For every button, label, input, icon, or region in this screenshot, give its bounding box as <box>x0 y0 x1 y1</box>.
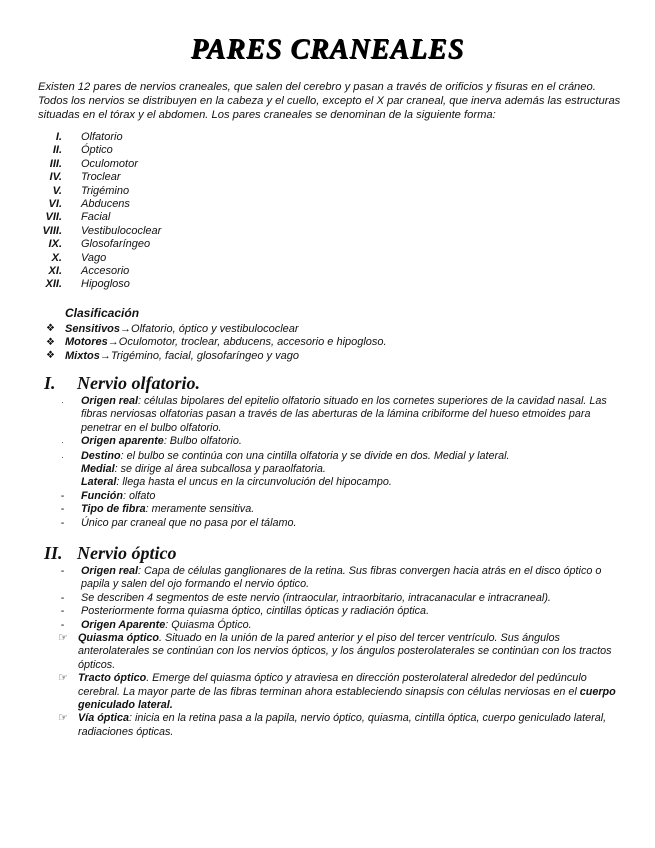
classification-label: Motores <box>65 336 108 349</box>
nerve-name: Troclear <box>81 171 121 184</box>
section-title: Nervio olfatorio. <box>77 373 200 393</box>
item-label: Lateral <box>81 476 117 489</box>
dash-bullet-icon: - <box>60 591 65 604</box>
item-label: Vía óptica <box>78 712 130 725</box>
item-text: Posteriormente forma quiasma óptico, cintillas ópticas y radiación óptica. <box>81 605 430 618</box>
item-text: : el bulbo se continúa con una cintilla olfatoria y se divide en dos. Medial y lateral. <box>120 449 510 462</box>
dash-bullet-icon: - <box>60 516 65 529</box>
item-label: Destino <box>81 449 121 462</box>
dash-bullet-icon: - <box>60 618 65 631</box>
list-item <box>20 144 320 157</box>
list-item <box>20 252 320 265</box>
diamond-bullet-icon: ❖ <box>46 336 55 348</box>
nerve-name: Abducens <box>81 197 130 210</box>
dot-bullet-icon: · <box>61 398 64 407</box>
list-item <box>48 672 624 712</box>
list-item <box>20 265 320 278</box>
classification-row <box>46 336 606 350</box>
arrow-icon: → <box>120 322 132 335</box>
section-title: Nervio óptico <box>77 543 177 563</box>
diamond-bullet-icon: ❖ <box>46 323 55 335</box>
nerve-name: Vestibulococlear <box>81 224 162 237</box>
nerve-name: Glosofaríngeo <box>81 238 151 251</box>
classification-label: Mixtos <box>65 349 100 362</box>
page-title: PARES CRANEALES <box>190 34 465 65</box>
nerve-name: Facial <box>81 211 111 224</box>
item-text: : meramente sensitiva. <box>145 503 255 516</box>
item-label: Origen Aparente <box>81 618 166 631</box>
hand-pointer-icon: ☞ <box>58 672 68 685</box>
hand-pointer-icon: ☞ <box>58 712 68 725</box>
item-text: : Bulbo olfatorio. <box>163 435 242 448</box>
dash-bullet-icon: - <box>60 489 65 502</box>
arrow-icon: → <box>99 349 111 362</box>
list-item <box>20 158 320 171</box>
classification-text: Oculomotor, troclear, abducens, accesorio e hipogloso. <box>118 336 387 349</box>
item-text: . Situado en la unión de la pared anterior y el piso del tercer ventrículo. Sus ángulos anterolaterales se continúan con los nervios ópticos, y los ángulos posterolaterales se continúan con los tractos ópticos. <box>78 632 612 671</box>
section-number: I. <box>44 373 56 393</box>
classification-text: Trigémino, facial, glosofaríngeo y vago <box>110 349 299 362</box>
list-item <box>44 517 624 530</box>
section-items <box>44 395 624 530</box>
nerve-name: Vago <box>81 251 107 264</box>
item-label: Tracto óptico <box>78 672 147 685</box>
nerve-name: Trigémino <box>81 184 130 197</box>
classification-text: Olfatorio, óptico y vestibulococlear <box>131 322 299 335</box>
nerve-number: II. <box>52 144 62 157</box>
nerve-number: I. <box>55 131 62 143</box>
nerve-number: V. <box>52 184 62 197</box>
list-item <box>44 605 624 618</box>
nerve-number: IX. <box>48 238 62 251</box>
item-text: : olfato <box>122 489 156 502</box>
list-item <box>20 198 320 211</box>
item-text: : llega hasta el uncus en la circunvolución del hipocampo. <box>116 476 392 489</box>
list-item <box>48 712 624 739</box>
item-text: Se describen 4 segmentos de este nervio (intraocular, intraorbitario, intracanacular e intracraneal). <box>81 591 551 604</box>
item-text: . Emerge del quiasma óptico y atraviesa en dirección posterolateral alrededor del pedúnculo cerebral. La mayor parte de las fibras terminan ahora estableciendo sinapsis con células nerviosas en el <box>78 672 587 698</box>
list-item <box>20 131 320 144</box>
nerve-name: Accesorio <box>81 264 130 277</box>
dash-bullet-icon: - <box>60 605 65 618</box>
nerve-number: III. <box>49 157 62 170</box>
item-text: : inicia en la retina pasa a la papila, nervio óptico, quiasma, cintilla óptica, cuerpo geniculado lateral, radiaciones ópticas. <box>78 712 607 738</box>
list-item <box>44 565 624 592</box>
classification-row <box>46 322 606 336</box>
nerve-name: Olfatorio <box>81 131 123 143</box>
nerve-number: X. <box>51 251 62 264</box>
nerve-number: VII. <box>45 211 62 224</box>
nerve-number: IV. <box>49 171 62 184</box>
nerve-number: XII. <box>45 278 62 291</box>
item-label: Origen real <box>81 565 139 577</box>
nerve-number: VI. <box>48 197 62 210</box>
item-text: : Quiasma Óptico. <box>165 618 252 631</box>
list-item <box>20 278 320 291</box>
nerve-name: Óptico <box>81 144 113 157</box>
hand-pointer-icon: ☞ <box>58 632 68 645</box>
item-label: Origen real <box>81 395 139 407</box>
list-item <box>20 238 320 251</box>
dot-bullet-icon: · <box>61 438 64 448</box>
item-emphasis: cuerpo geniculado lateral. <box>78 685 616 712</box>
nerve-name: Oculomotor <box>81 157 138 170</box>
classification-block <box>46 306 606 363</box>
list-item <box>20 225 320 238</box>
item-label: Origen aparente <box>81 435 164 448</box>
list-item <box>20 185 320 198</box>
classification-title: Clasificación <box>65 306 140 320</box>
section-heading <box>44 373 624 395</box>
list-item <box>48 632 624 672</box>
classification-row <box>46 349 606 363</box>
dot-bullet-icon: · <box>61 452 64 462</box>
nerve-number: XI. <box>48 264 62 277</box>
list-item <box>44 395 624 435</box>
list-item <box>44 490 624 503</box>
intro-paragraph: Existen 12 pares de nervios craneales, que salen del cerebro y pasan a través de orificios y fisuras en el cráneo. Todos los nervios se distribuyen en la cabeza y el cuello, excepto el X par craneal, que inerva además las estructuras situadas en el tórax y el abdomen. Los pares craneales se denominan de la siguiente forma: <box>38 81 621 121</box>
item-text: : Capa de células ganglionares de la retina. Sus fibras convergen hacia atrás en el disco óptico o papila y salen del ojo formando el nervio óptico. <box>81 565 602 591</box>
dash-bullet-icon: - <box>60 565 65 577</box>
section-subitems <box>48 632 624 739</box>
section-optico <box>44 543 624 739</box>
section-olfatorio <box>44 373 624 530</box>
diamond-bullet-icon: ❖ <box>46 350 55 362</box>
arrow-icon: → <box>107 336 119 349</box>
nerve-name: Hipogloso <box>81 278 130 291</box>
list-item <box>20 211 320 224</box>
item-label: Medial <box>81 463 115 476</box>
list-item <box>20 171 320 184</box>
classification-label: Sensitivos <box>65 322 121 335</box>
item-text: Único par craneal que no pasa por el tálamo. <box>81 516 297 529</box>
list-item <box>44 592 624 605</box>
list-item <box>44 435 624 449</box>
list-item <box>44 450 624 490</box>
dash-bullet-icon: - <box>60 503 65 516</box>
item-label: Función <box>81 489 123 502</box>
section-heading <box>44 543 624 565</box>
list-item <box>44 619 624 632</box>
section-number: II. <box>44 543 63 563</box>
nerve-list <box>20 131 320 292</box>
item-text: : se dirige al área subcallosa y paraolfatoria. <box>114 463 326 476</box>
list-item <box>44 503 624 516</box>
item-text: : células bipolares del epitelio olfatorio situado en los cornetes superiores de la cavidad nasal. Las fibras nerviosas olfatorias pasan a través de las aberturas de la lámina cribiforme del hueso etmoides para penetrar en el bulbo olfatorio. <box>81 395 607 434</box>
section-items <box>44 565 624 632</box>
item-label: Quiasma óptico <box>78 632 159 645</box>
item-label: Tipo de fibra <box>81 503 146 516</box>
nerve-number: VIII. <box>42 224 62 237</box>
